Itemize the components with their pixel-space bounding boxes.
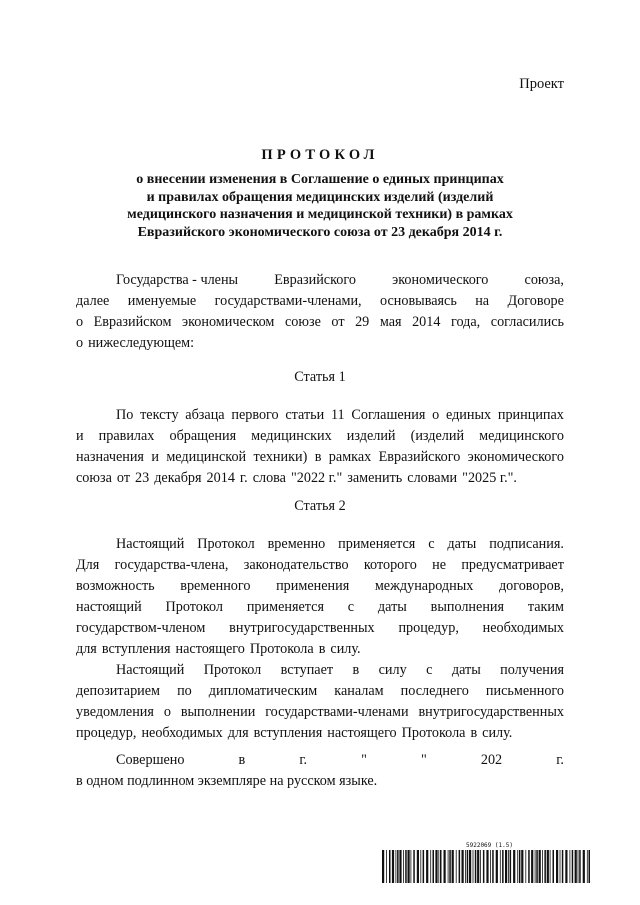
barcode-bar (448, 850, 449, 883)
word: медицинского (479, 428, 564, 444)
word: в (238, 752, 246, 768)
word: слова (252, 470, 286, 486)
word: принципах (497, 407, 564, 423)
word: о (76, 335, 84, 351)
subtitle-line: и правилах обращения медицинских изделий (изделий (146, 189, 494, 205)
word: силу. (330, 641, 361, 657)
word: 2014 (206, 470, 235, 486)
word: необходимых (482, 620, 564, 636)
word: в (318, 641, 326, 657)
barcode-bar (467, 850, 469, 883)
word: международных (374, 578, 474, 594)
barcode-bar (449, 850, 451, 883)
word: получения (500, 662, 564, 678)
word: экономического (392, 272, 489, 288)
barcode-bar (510, 850, 512, 883)
word: Протокола (249, 641, 314, 657)
word: и (151, 449, 159, 465)
word: в (314, 449, 322, 465)
word: союза, (524, 272, 564, 288)
word: " (421, 752, 427, 768)
word: г. (239, 470, 248, 486)
word: По (116, 407, 134, 423)
text-line (76, 576, 564, 597)
text-line (76, 639, 564, 660)
word: каналам (334, 683, 384, 699)
barcode-bar (486, 850, 488, 883)
word: Для (76, 557, 100, 573)
word: далее (76, 293, 110, 309)
barcode-bar (430, 850, 431, 883)
text-line (76, 312, 564, 333)
word: договоров, (498, 578, 564, 594)
word: силу (378, 662, 407, 678)
subtitle-line: Евразийского экономического союза от 23 декабря 2014 г. (137, 224, 503, 240)
word: дипломатическим (208, 683, 318, 699)
barcode-bar (500, 850, 501, 883)
barcode-number: 5922069 (1.5) (466, 842, 513, 849)
barcode-bar (525, 850, 526, 883)
word: временно (267, 536, 326, 552)
word: Протокол (203, 662, 262, 678)
barcode-bar (496, 850, 498, 883)
barcode-bar (556, 850, 558, 883)
word: на (475, 293, 490, 309)
word: о (76, 314, 84, 330)
word: необходимых (141, 725, 223, 741)
barcode-bar (587, 850, 588, 883)
signoff-block (76, 750, 564, 792)
word: Настоящий (116, 536, 185, 552)
word: процедур, (76, 725, 137, 741)
word: предусматривает (461, 557, 564, 573)
barcode-bar (483, 850, 485, 883)
barcode-bar (542, 850, 543, 883)
barcode-bar (565, 850, 567, 883)
text-line (76, 405, 564, 426)
word: года, (451, 314, 481, 330)
barcode-bar (386, 850, 387, 883)
barcode-bar (465, 850, 466, 883)
word: депозитарием (76, 683, 161, 699)
word: выполнения (430, 599, 505, 615)
word: правилах (98, 428, 155, 444)
barcode-bar (531, 850, 533, 883)
subtitle-line: медицинского назначения и медицинской техники) в рамках (127, 207, 513, 222)
barcode-bar (572, 850, 574, 883)
barcode-bar (547, 850, 549, 883)
word: словами (407, 470, 458, 486)
word: Евразийского (274, 272, 356, 288)
barcode-bar (480, 850, 481, 883)
word: о (432, 407, 440, 423)
word: 2014 (412, 314, 441, 330)
word: нижеследующем: (88, 335, 195, 351)
word: законодательство (243, 557, 349, 573)
word: изделий (346, 428, 396, 444)
barcode-bar (589, 850, 591, 883)
barcode-bar (583, 850, 585, 883)
word: Протокол (197, 536, 255, 552)
barcode-bar (475, 850, 477, 883)
word: применения (276, 578, 350, 594)
word: настоящего (175, 641, 245, 657)
word: 202 (480, 752, 503, 768)
article-2-heading: Статья 2 (294, 498, 346, 514)
word: уведомления (76, 704, 154, 720)
text-line (76, 333, 564, 354)
barcode-bar (433, 850, 435, 883)
word: 23 (135, 470, 150, 486)
text-line (76, 618, 564, 639)
word: Евразийского (378, 449, 461, 465)
word: настоящего (327, 725, 397, 741)
text-line (76, 534, 564, 555)
text-line (76, 723, 564, 744)
word: единых (445, 407, 492, 423)
barcode-bar (426, 850, 428, 883)
word: (изделий (410, 428, 465, 444)
text-line (76, 468, 564, 489)
barcode-bar (435, 850, 437, 883)
barcode-bar (462, 850, 464, 883)
barcode-bar (544, 850, 546, 883)
barcode-bar (502, 850, 504, 883)
barcode-bar (570, 850, 571, 883)
barcode-bar (456, 850, 457, 883)
word: медицинской (166, 449, 247, 465)
text-line (76, 660, 564, 681)
word: государствами-членами, (214, 293, 362, 309)
word: государствами-членами (265, 704, 409, 720)
word: в (470, 725, 478, 741)
barcode-bar (519, 850, 521, 883)
word: силу. (482, 725, 513, 741)
project-label: Проект (519, 76, 564, 92)
word: которого (363, 557, 417, 573)
barcode-bar (553, 850, 555, 883)
word: " (361, 752, 367, 768)
word: Соглашения (351, 407, 426, 423)
barcode-bar (408, 850, 410, 883)
barcode-bar (477, 850, 479, 883)
barcode-bar (579, 850, 581, 883)
word: внутригосударственных (229, 620, 375, 636)
word: с (426, 662, 433, 678)
word: вступает (280, 662, 334, 678)
word: мая (379, 314, 402, 330)
word: внутригосударственных (418, 704, 564, 720)
word: государством-членом (76, 620, 206, 636)
barcode-bar (411, 850, 412, 883)
subtitle-line: о внесении изменения в Соглашение о единых принципах (136, 172, 504, 187)
barcode-bar (392, 850, 394, 883)
article-2-paragraph-1 (76, 534, 564, 660)
word: для (227, 725, 249, 741)
text-line (76, 681, 564, 702)
barcode-bar (560, 850, 561, 883)
word: первого (231, 407, 279, 423)
word: для (76, 641, 97, 657)
barcode-bar (469, 850, 471, 883)
word: о (163, 704, 171, 720)
word: по (177, 683, 192, 699)
barcode-bar (452, 850, 454, 883)
barcode-bar (438, 850, 439, 883)
text-line (76, 555, 564, 576)
word: письменного (485, 683, 564, 699)
document-subtitle (100, 171, 540, 241)
word: тексту (140, 407, 179, 423)
article-1-paragraph (76, 405, 564, 489)
word: "2025 г.". (462, 470, 517, 486)
barcode-bar (513, 850, 515, 883)
signoff-line-1 (76, 750, 564, 771)
word: г. (299, 752, 308, 768)
text-line (76, 426, 564, 447)
word: Государства - члены (116, 272, 239, 288)
barcode-bar (536, 850, 538, 883)
word: Совершено (116, 752, 185, 768)
text-line (76, 291, 564, 312)
word: заменить (347, 470, 403, 486)
word: настоящий (76, 599, 142, 615)
barcode-bar (562, 850, 564, 883)
text-line (76, 270, 564, 291)
preamble-paragraph (76, 270, 564, 354)
word: Протокола (401, 725, 466, 741)
word: "2022 г." (290, 470, 343, 486)
word: применяется (338, 536, 416, 552)
word: основываясь (380, 293, 457, 309)
word: выполнении (180, 704, 256, 720)
word: союза (76, 470, 112, 486)
word: Евразийском (93, 314, 172, 330)
barcode-bar (444, 850, 446, 883)
barcode-bar (508, 850, 509, 883)
barcode-bar (578, 850, 579, 883)
barcode-bar (403, 850, 404, 883)
word: в (352, 662, 360, 678)
word: с (347, 599, 355, 615)
word: таким (527, 599, 564, 615)
barcode-bar (417, 850, 419, 883)
word: именуемые (127, 293, 197, 309)
word: не (432, 557, 447, 573)
word: подписания. (489, 536, 564, 552)
barcode-bar (528, 850, 530, 883)
text-line (76, 597, 564, 618)
word: медицинских (251, 428, 332, 444)
word: союзе (284, 314, 321, 330)
barcode-bar (550, 850, 551, 883)
barcode-bar (420, 850, 421, 883)
word: Договоре (507, 293, 564, 309)
word: временного (180, 578, 251, 594)
signoff-line-2: в одном подлинном экземпляре на русском языке. (76, 773, 378, 789)
word: последнего (400, 683, 469, 699)
word: декабря (154, 470, 202, 486)
word: обращения (169, 428, 237, 444)
word: техники) (253, 449, 308, 465)
barcode-bar (440, 850, 442, 883)
word: г. (556, 752, 564, 768)
barcode-bar (396, 850, 397, 883)
barcode-bar (382, 850, 384, 883)
word: и (76, 428, 84, 444)
word: 11 (330, 407, 345, 423)
barcode-bar (389, 850, 391, 883)
word: абзаца (185, 407, 225, 423)
word: экономического (467, 449, 564, 465)
barcode-bar (397, 850, 399, 883)
word: назначения (76, 449, 144, 465)
article-1-heading: Статья 1 (294, 369, 346, 385)
barcode-bar (490, 850, 491, 883)
word: даты (377, 599, 407, 615)
word: даты (447, 536, 477, 552)
word: вступления (253, 725, 323, 741)
word: применяется (246, 599, 324, 615)
word: вступления (101, 641, 171, 657)
barcode-bar (535, 850, 536, 883)
word: Протокол (165, 599, 223, 615)
word: от (116, 470, 131, 486)
barcode-bar (405, 850, 407, 883)
barcode-bar (575, 850, 577, 883)
barcode-image (382, 850, 590, 883)
barcode-bar (459, 850, 461, 883)
text-line (76, 447, 564, 468)
barcode-bar (413, 850, 415, 883)
word: статьи (285, 407, 325, 423)
word: Настоящий (116, 662, 185, 678)
word: экономическом (182, 314, 275, 330)
word: даты (451, 662, 481, 678)
word: согласились (490, 314, 564, 330)
word: возможность (76, 578, 155, 594)
barcode-bar (492, 850, 494, 883)
word: государства-члена, (114, 557, 229, 573)
text-line (76, 702, 564, 723)
barcode-bar (521, 850, 523, 883)
article-2-paragraph-2 (76, 660, 564, 744)
word: с (428, 536, 435, 552)
word: рамках (328, 449, 372, 465)
barcode-bar (505, 850, 507, 883)
word: от (331, 314, 345, 330)
barcode-bar (473, 850, 474, 883)
barcode-bar (423, 850, 425, 883)
barcode-bar (517, 850, 518, 883)
word: 29 (355, 314, 370, 330)
document-title: ПРОТОКОЛ (261, 147, 379, 163)
barcode-bar (539, 850, 541, 883)
barcode-bar (399, 850, 401, 883)
word: процедур, (398, 620, 459, 636)
